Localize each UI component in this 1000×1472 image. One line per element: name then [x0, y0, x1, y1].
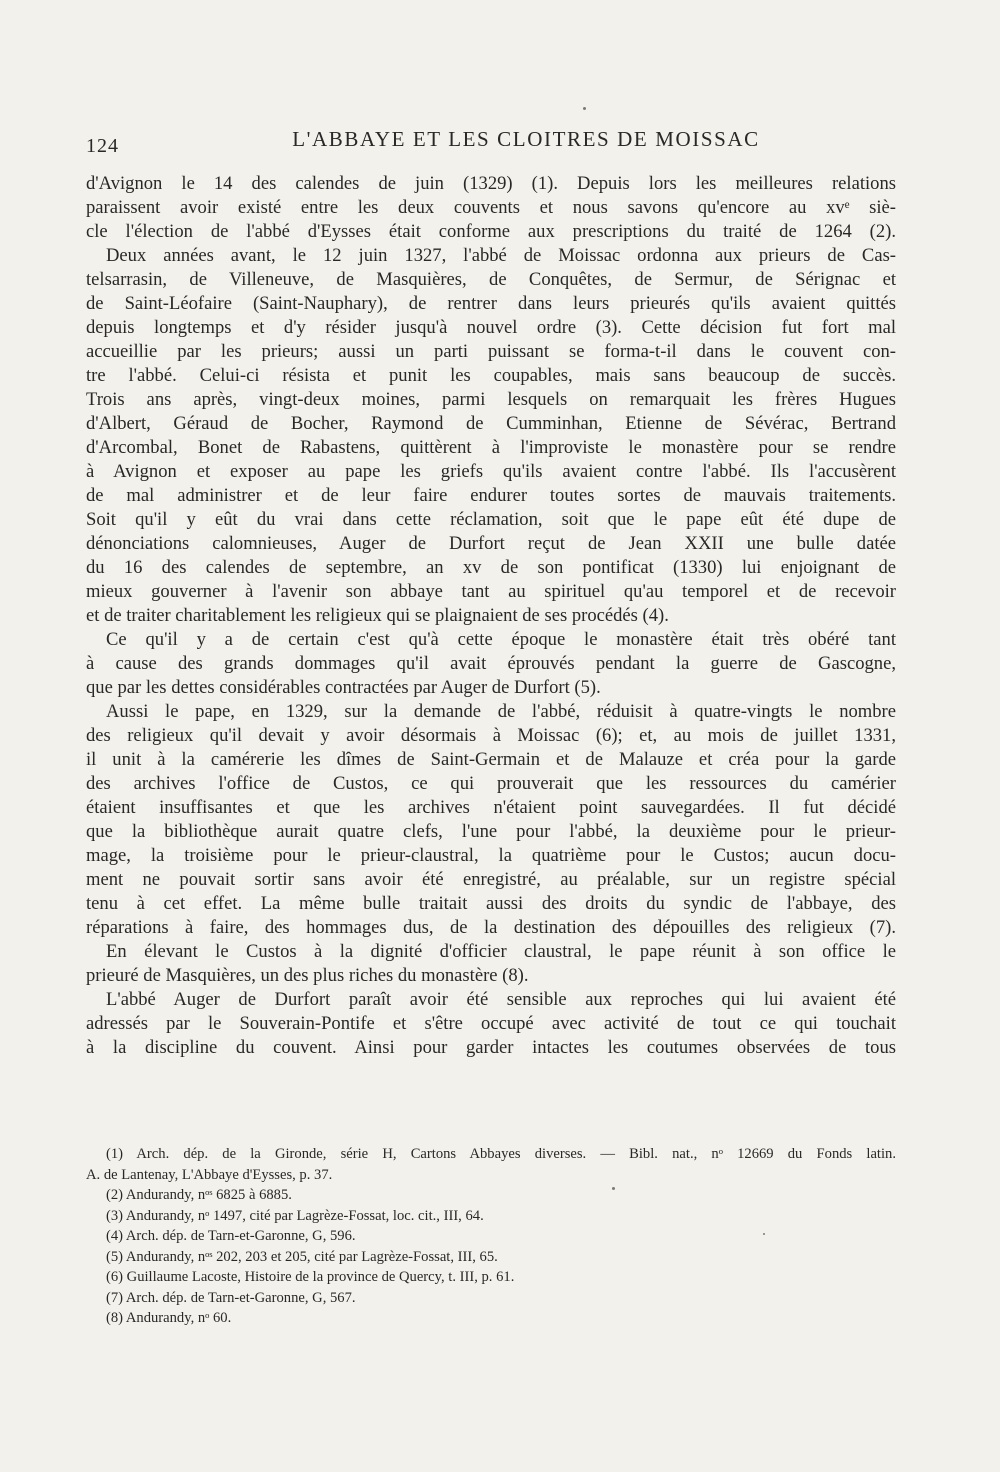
footnote: (3) Andurandy, nᵒ 1497, cité par Lagrèze-Fossat, loc. cit., III, 64. [106, 1207, 484, 1224]
text-line: de Saint-Léofaire (Saint-Nauphary), de rentrer dans leurs prieurés qu'ils avaient quittés [86, 293, 896, 314]
footnote: A. de Lantenay, L'Abbaye d'Eysses, p. 37. [86, 1166, 333, 1183]
text-line: Aussi le pape, en 1329, sur la demande de l'abbé, réduisit à quatre-vingts le nombre [106, 701, 896, 722]
text-line: prieuré de Masquières, un des plus riches du monastère (8). [86, 965, 529, 986]
text-line: il unit à la camérerie les dîmes de Saint-Germain et de Malauze et créa pour la garde [86, 749, 896, 770]
text-line: d'Arcombal, Bonet de Rabastens, quittèrent à l'improviste le monastère pour se rendre [86, 437, 896, 458]
running-header [86, 127, 896, 157]
paper-speck [763, 1233, 765, 1235]
text-line: étaient insuffisantes et que les archives n'étaient point sauvegardées. Il fut décidé [86, 797, 896, 818]
text-line: accueillie par les prieurs; aussi un parti puissant se forma-t-il dans le couvent con- [86, 341, 896, 362]
text-line: Trois ans après, vingt-deux moines, parmi lesquels on remarquait les frères Hugues [86, 389, 896, 410]
text-line: de mal administrer et de leur faire endurer toutes sortes de mauvais traitements. [86, 485, 896, 506]
text-line: mage, la troisième pour le prieur-claustral, la quatrième pour le Custos; aucun docu- [86, 845, 896, 866]
text-line: à cause des grands dommages qu'il avait éprouvés pendant la guerre de Gascogne, [86, 653, 896, 674]
text-line: Deux années avant, le 12 juin 1327, l'abbé de Moissac ordonna aux prieurs de Cas- [106, 245, 896, 266]
text-line: En élevant le Custos à la dignité d'officier claustral, le pape réunit à son office le [106, 941, 896, 962]
text-line: cle l'élection de l'abbé d'Eysses était conforme aux prescriptions du traité de 1264 (2). [86, 221, 896, 242]
running-title: L'ABBAYE ET LES CLOITRES DE MOISSAC [292, 127, 760, 151]
text-line: Ce qu'il y a de certain c'est qu'à cette époque le monastère était très obéré tant [106, 629, 896, 650]
footnote: (7) Arch. dép. de Tarn-et-Garonne, G, 567. [106, 1289, 356, 1306]
text-line: réparations à faire, des hommages dus, de la destination des dépouilles des religieux (7). [86, 917, 896, 938]
paper-speck [612, 1187, 615, 1190]
text-line: Soit qu'il y eût du vrai dans cette réclamation, soit que le pape eût été dupe de [86, 509, 896, 530]
footnote: (8) Andurandy, nᵒ 60. [106, 1310, 232, 1326]
page-number: 124 [86, 135, 119, 157]
text-line: adressés par le Souverain-Pontife et s'être occupé avec activité de tout ce qui touchait [86, 1013, 896, 1034]
text-line: d'Albert, Géraud de Bocher, Raymond de Cumminhan, Etienne de Sévérac, Bertrand [86, 413, 896, 434]
text-line: des religieux qu'il devait y avoir désormais à Moissac (6); et, au mois de juillet 1331, [86, 725, 896, 746]
text-line: à la discipline du couvent. Ainsi pour garder intactes les coutumes observées de tous [86, 1037, 896, 1058]
text-line: telsarrasin, de Villeneuve, de Masquières, de Conquêtes, de Sermur, de Sérignac et [86, 269, 896, 290]
text-line: à Avignon et exposer au pape les griefs qu'ils avaient contre l'abbé. Ils l'accusèrent [86, 461, 896, 482]
text-line: L'abbé Auger de Durfort paraît avoir été sensible aux reproches qui lui avaient été [106, 989, 896, 1010]
text-line: que la bibliothèque aurait quatre clefs, l'une pour l'abbé, la deuxième pour le prieur- [86, 821, 896, 842]
text-line: que par les dettes considérables contractées par Auger de Durfort (5). [86, 677, 601, 698]
footnotes [86, 1144, 896, 1329]
text-line: mieux gouverner à l'avenir son abbaye tant au spirituel qu'au temporel et de recevoir [86, 581, 896, 602]
main-text [86, 172, 896, 1060]
footnote: (2) Andurandy, nᵒˢ 6825 à 6885. [106, 1187, 292, 1203]
footnote: (4) Arch. dép. de Tarn-et-Garonne, G, 596. [106, 1228, 356, 1244]
text-line: des archives l'office de Custos, ce qui prouverait que les ressources du camérier [86, 773, 896, 794]
text-line: d'Avignon le 14 des calendes de juin (1329) (1). Depuis lors les meilleures relations [86, 173, 896, 194]
footnote: (5) Andurandy, nᵒˢ 202, 203 et 205, cité par Lagrèze-Fossat, III, 65. [106, 1248, 498, 1265]
paper-speck [583, 107, 586, 110]
footnote: (1) Arch. dép. de la Gironde, série H, Cartons Abbayes diverses. — Bibl. nat., nᵒ 12669 du Fonds latin. [106, 1146, 896, 1162]
text-line: paraissent avoir existé entre les deux couvents et nous savons qu'encore au xvᵉ siè- [86, 197, 896, 218]
text-line: depuis longtemps et d'y résider jusqu'à nouvel ordre (3). Cette décision fut fort mal [86, 317, 896, 338]
text-line: dénonciations calomnieuses, Auger de Durfort reçut de Jean XXII une bulle datée [86, 533, 896, 554]
text-line: tre l'abbé. Celui-ci résista et punit les coupables, mais sans beaucoup de succès. [86, 365, 896, 386]
text-line: ment ne pouvait sortir sans avoir été enregistré, au préalable, sur un registre spécial [86, 869, 896, 890]
footnote: (6) Guillaume Lacoste, Histoire de la province de Quercy, t. III, p. 61. [106, 1269, 515, 1285]
text-line: du 16 des calendes de septembre, an xv de son pontificat (1330) lui enjoignant de [86, 557, 896, 578]
text-line: et de traiter charitablement les religieux qui se plaignaient de ses procédés (4). [86, 605, 669, 626]
text-line: tenu à cet effet. La même bulle traitait aussi des droits du syndic de l'abbaye, des [86, 893, 896, 914]
